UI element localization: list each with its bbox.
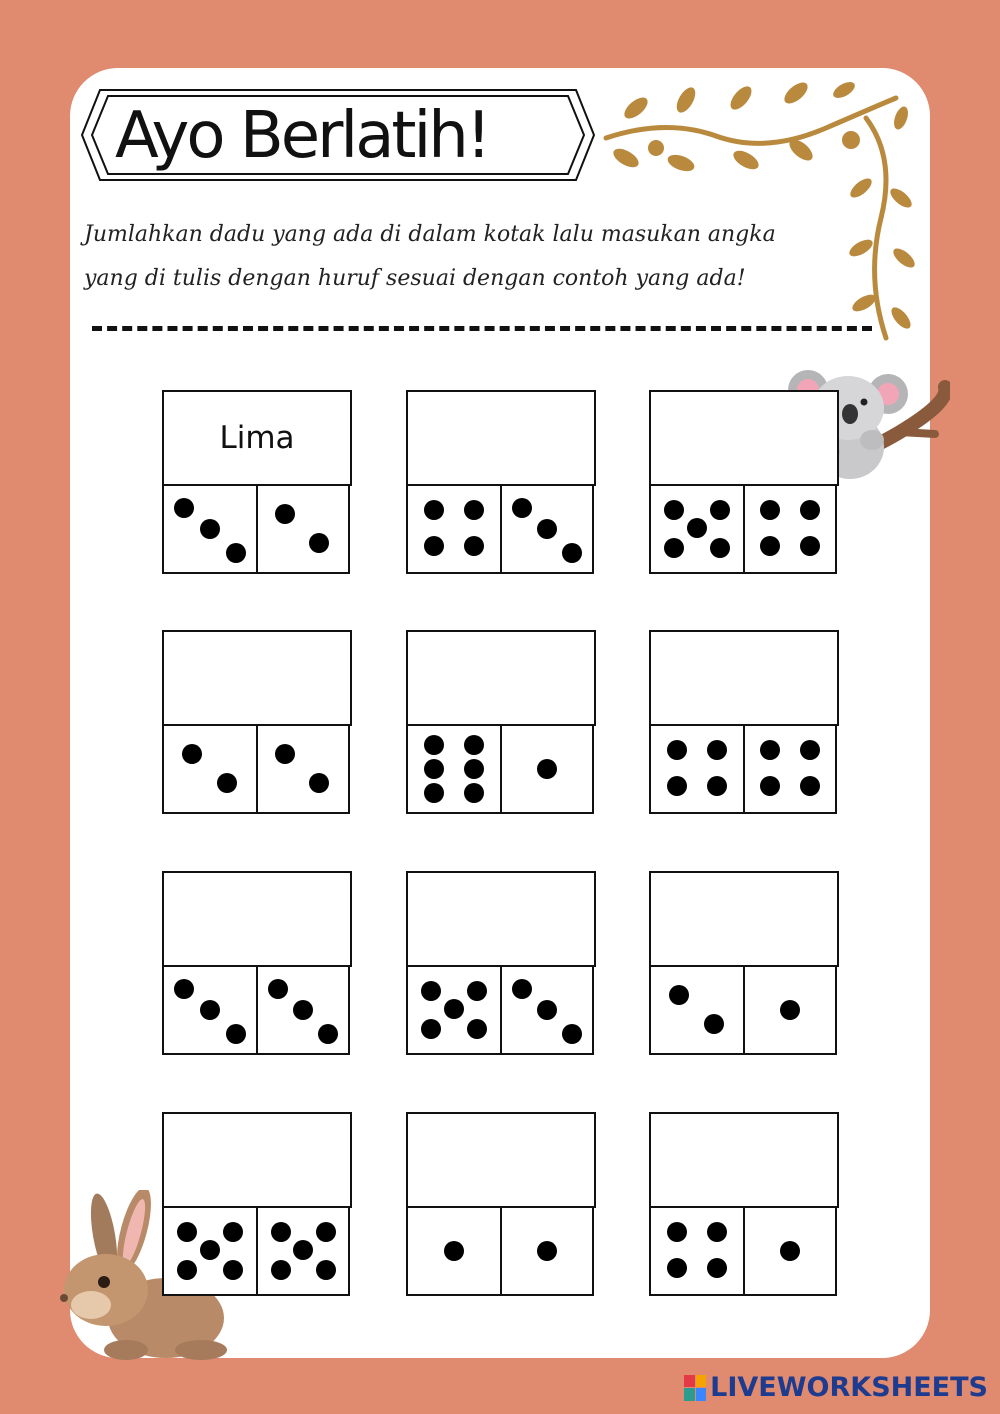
dice-pip	[424, 783, 444, 803]
right-die	[743, 724, 837, 814]
dice-pip	[226, 1024, 246, 1044]
dice-pip	[177, 1222, 197, 1242]
dice-pip	[537, 1000, 557, 1020]
left-die	[649, 724, 745, 814]
dice-pip	[226, 543, 246, 563]
dice-pip	[271, 1260, 291, 1280]
dice-card	[406, 630, 594, 818]
dice-pip	[182, 744, 202, 764]
instruction-line-1: Jumlahkan dadu yang ada di dalam kotak lalu masukan angka	[84, 222, 776, 247]
left-die	[406, 965, 502, 1055]
dice-pip	[200, 1240, 220, 1260]
dice-pip	[421, 1019, 441, 1039]
left-die	[406, 484, 502, 574]
left-die	[649, 484, 745, 574]
dice-pip	[664, 538, 684, 558]
answer-box[interactable]	[649, 1112, 839, 1208]
left-die	[162, 484, 258, 574]
answer-box[interactable]	[406, 390, 596, 486]
dice-pip	[710, 538, 730, 558]
footer-brand	[684, 1372, 988, 1403]
dice-pip	[424, 735, 444, 755]
dice-pip	[707, 1258, 727, 1278]
dice-pip	[667, 776, 687, 796]
dice-pip	[707, 740, 727, 760]
liveworksheets-logo-icon	[684, 1375, 706, 1401]
dice-card	[162, 871, 350, 1059]
answer-box[interactable]	[162, 630, 352, 726]
dice-pip	[293, 1000, 313, 1020]
answer-box[interactable]: Lima	[162, 390, 352, 486]
dice-pip	[512, 979, 532, 999]
dice-pip	[464, 759, 484, 779]
dice-pip	[217, 773, 237, 793]
dice-pip	[309, 533, 329, 553]
dice-card	[649, 630, 837, 818]
dice-pip	[424, 500, 444, 520]
answer-box[interactable]	[406, 630, 596, 726]
dice-pip	[760, 536, 780, 556]
dice-pip	[537, 1241, 557, 1261]
dice-pip	[424, 759, 444, 779]
dice-pip	[800, 536, 820, 556]
left-die	[162, 965, 258, 1055]
dice-pip	[467, 1019, 487, 1039]
dice-pip	[309, 773, 329, 793]
dice-pip	[537, 519, 557, 539]
left-die	[406, 1206, 502, 1296]
dice-pip	[424, 536, 444, 556]
dice-pip	[704, 1014, 724, 1034]
dice-pip	[562, 543, 582, 563]
dice-pip	[760, 500, 780, 520]
dice-pip	[800, 740, 820, 760]
left-die	[406, 724, 502, 814]
dice-card	[162, 390, 350, 578]
dice-pip	[444, 1241, 464, 1261]
dice-card	[162, 630, 350, 818]
dice-pip	[780, 1000, 800, 1020]
right-die	[256, 1206, 350, 1296]
dice-pip	[316, 1222, 336, 1242]
answer-box[interactable]	[162, 871, 352, 967]
page-title: Ayo Berlatih!	[115, 99, 489, 173]
dice-pip	[316, 1260, 336, 1280]
dice-card	[649, 1112, 837, 1300]
dice-pip	[318, 1024, 338, 1044]
dice-pip	[562, 1024, 582, 1044]
right-die	[256, 965, 350, 1055]
dice-pip	[667, 1222, 687, 1242]
right-die	[500, 965, 594, 1055]
dice-pip	[780, 1241, 800, 1261]
dice-pip	[444, 999, 464, 1019]
dice-pip	[200, 519, 220, 539]
left-die	[649, 1206, 745, 1296]
instruction-line-2: yang di tulis dengan huruf sesuai dengan contoh yang ada!	[84, 266, 746, 291]
left-die	[162, 1206, 258, 1296]
dice-pip	[174, 498, 194, 518]
answer-box[interactable]	[406, 1112, 596, 1208]
dice-pip	[293, 1240, 313, 1260]
dice-pip	[760, 740, 780, 760]
dice-pip	[275, 744, 295, 764]
dice-card	[162, 1112, 350, 1300]
brand-name: LIVEWORKSHEETS	[710, 1372, 988, 1403]
dice-pip	[421, 981, 441, 1001]
dice-pip	[177, 1260, 197, 1280]
answer-box[interactable]	[649, 871, 839, 967]
dice-pip	[464, 536, 484, 556]
dice-pip	[174, 979, 194, 999]
dice-pip	[760, 776, 780, 796]
dice-pip	[667, 740, 687, 760]
dice-pip	[664, 500, 684, 520]
dice-pip	[687, 518, 707, 538]
dice-pip	[223, 1222, 243, 1242]
dice-pip	[710, 500, 730, 520]
dice-card	[406, 390, 594, 578]
dice-pip	[464, 735, 484, 755]
dice-pip	[464, 783, 484, 803]
right-die	[743, 965, 837, 1055]
dice-card	[406, 871, 594, 1059]
answer-box[interactable]	[162, 1112, 352, 1208]
dice-pip	[200, 1000, 220, 1020]
dice-pip	[268, 979, 288, 999]
dice-card	[649, 390, 837, 578]
dice-pip	[800, 776, 820, 796]
dice-pip	[800, 500, 820, 520]
dice-card	[406, 1112, 594, 1300]
dice-pip	[669, 985, 689, 1005]
answer-box[interactable]	[406, 871, 596, 967]
vine-decoration	[596, 78, 916, 348]
dice-pip	[223, 1260, 243, 1280]
right-die	[500, 484, 594, 574]
right-die	[500, 724, 594, 814]
dice-pip	[537, 759, 557, 779]
dice-pip	[667, 1258, 687, 1278]
dice-card	[649, 871, 837, 1059]
dice-pip	[512, 498, 532, 518]
right-die	[256, 724, 350, 814]
left-die	[649, 965, 745, 1055]
right-die	[743, 484, 837, 574]
dice-pip	[464, 500, 484, 520]
answer-box[interactable]	[649, 390, 839, 486]
dice-pip	[707, 1222, 727, 1242]
right-die	[743, 1206, 837, 1296]
dice-pip	[271, 1222, 291, 1242]
dice-pip	[467, 981, 487, 1001]
right-die	[500, 1206, 594, 1296]
dice-pip	[275, 504, 295, 524]
dice-pip	[707, 776, 727, 796]
left-die	[162, 724, 258, 814]
answer-box[interactable]	[649, 630, 839, 726]
right-die	[256, 484, 350, 574]
